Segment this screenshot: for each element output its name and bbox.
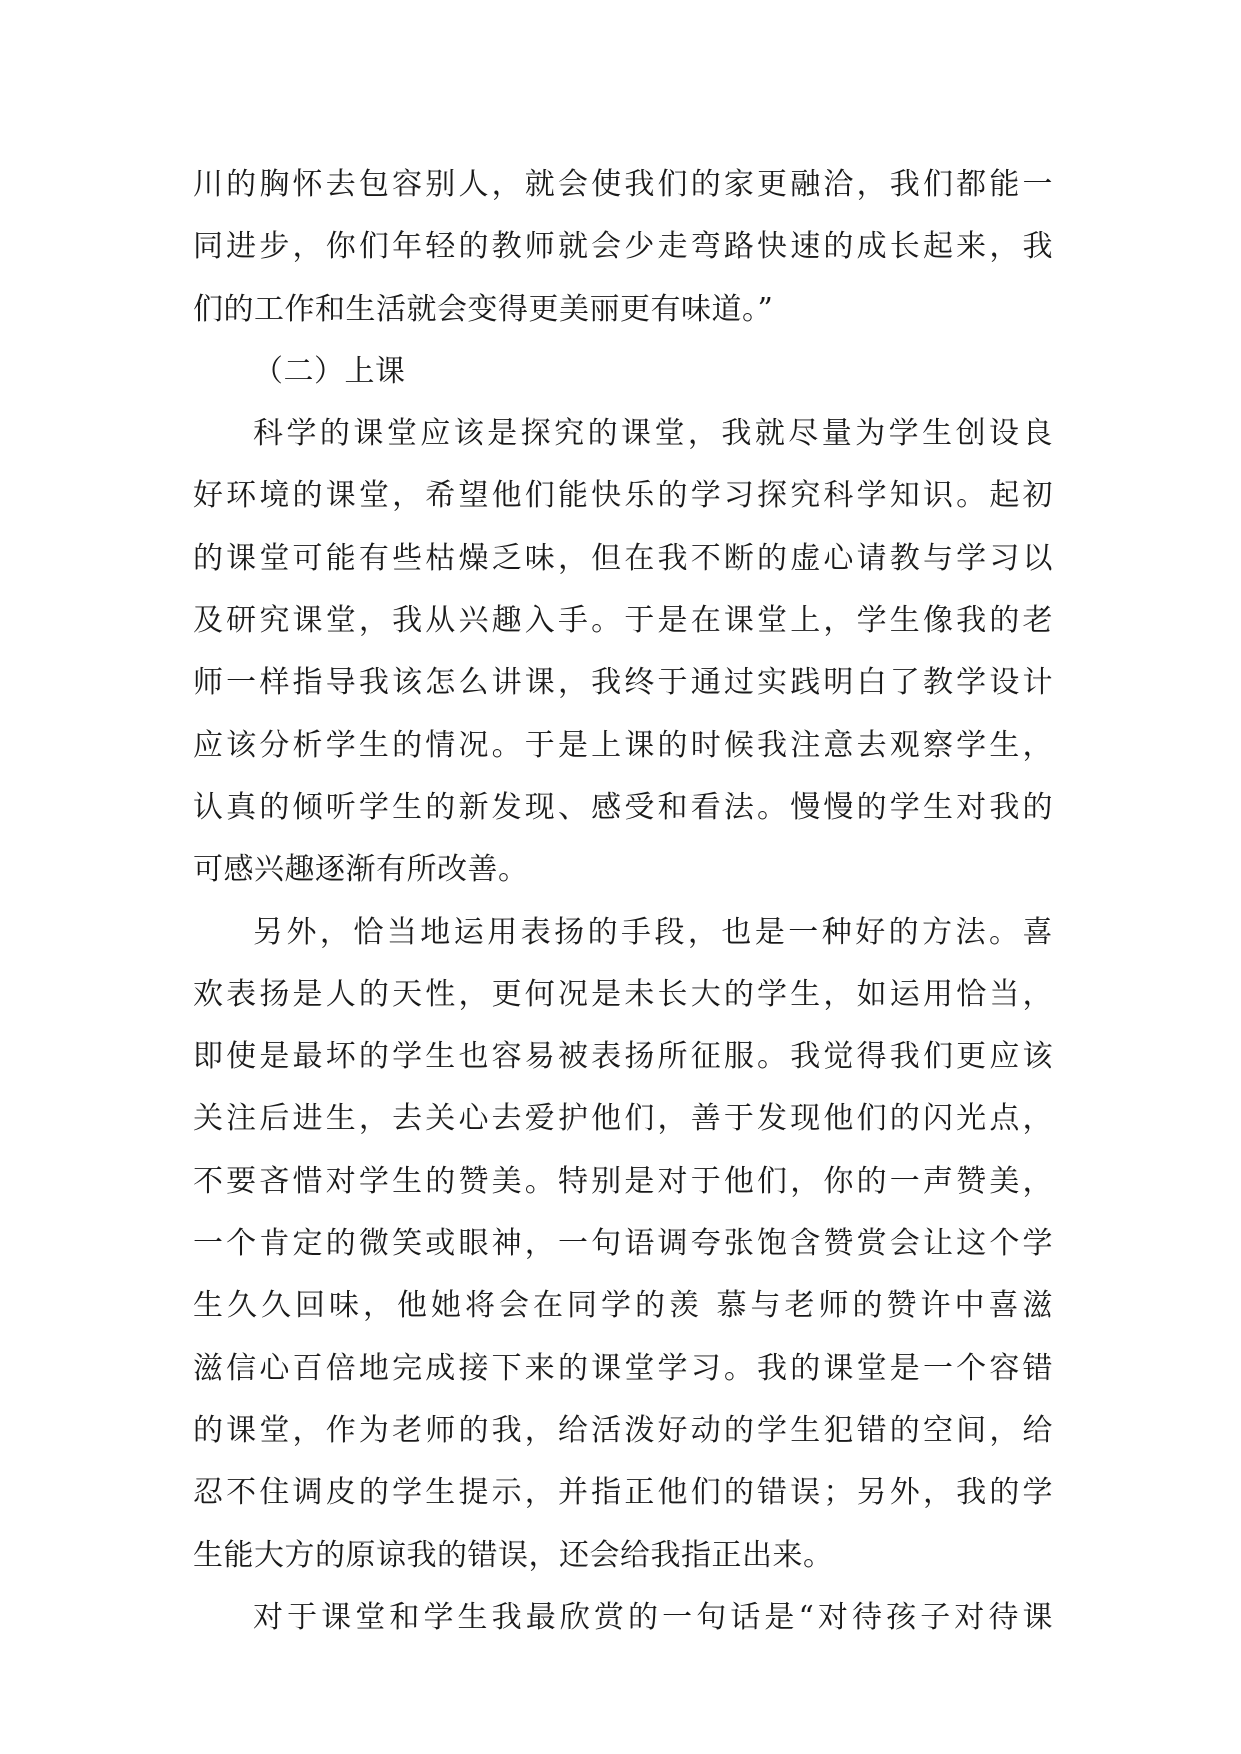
text-line: 应该分析学生的情况。于是上课的时候我注意去观察学生，: [193, 727, 1053, 763]
text-line: 关注后进生，去关心去爱护他们，善于发现他们的闪光点，: [193, 1101, 1053, 1137]
text-line: 欢表扬是人的天性，更何况是未长大的学生，如运用恰当，: [193, 976, 1053, 1012]
body-text: [193, 154, 1053, 1649]
text-line: 滋信心百倍地完成接下来的课堂学习。我的课堂是一个容错: [193, 1350, 1053, 1386]
text-line: 不要吝惜对学生的赞美。特别是对于他们，你的一声赞美，: [193, 1163, 1053, 1199]
text-line: 忍不住调皮的学生提示，并指正他们的错误；另外，我的学: [193, 1475, 1053, 1511]
text-line: 川的胸怀去包容别人，就会使我们的家更融洽，我们都能一: [193, 167, 1053, 202]
text-line: 生久久回味，他她将会在同学的羡 慕与老师的赞许中喜滋: [193, 1288, 1053, 1324]
text-line: 一个肯定的微笑或眼神，一句语调夸张饱含赞赏会让这个学: [193, 1226, 1053, 1262]
text-line: 生能大方的原谅我的错误，还会给我指正出来。: [193, 1537, 834, 1573]
text-line: 师一样指导我该怎么讲课，我终于通过实践明白了教学设计: [193, 665, 1053, 701]
text-line: 们的工作和生活就会变得更美丽更有味道。”: [193, 291, 774, 327]
text-line: 同进步，你们年轻的教师就会少走弯路快速的成长起来，我: [193, 229, 1053, 265]
text-line: 可感兴趣逐渐有所改善。: [193, 852, 529, 888]
paragraph-first-line: 科学的课堂应该是探究的课堂，我就尽量为学生创设良: [253, 416, 1053, 452]
section-heading: （二）上课: [253, 353, 406, 389]
text-line: 的课堂可能有些枯燥乏味，但在我不断的虚心请教与学习以: [193, 540, 1053, 576]
text-line: 认真的倾听学生的新发现、感受和看法。慢慢的学生对我的: [193, 789, 1053, 825]
paragraph-first-line: 另外，恰当地运用表扬的手段，也是一种好的方法。喜: [253, 914, 1053, 950]
text-line: 即使是最坏的学生也容易被表扬所征服。我觉得我们更应该: [193, 1039, 1053, 1075]
paragraph-first-line: 对于课堂和学生我最欣赏的一句话是“对待孩子对待课: [253, 1599, 1053, 1635]
text-line: 的课堂，作为老师的我，给活泼好动的学生犯错的空间，给: [193, 1412, 1053, 1448]
text-line: 好环境的课堂，希望他们能快乐的学习探究科学知识。起初: [193, 478, 1053, 514]
text-line: 及研究课堂，我从兴趣入手。于是在课堂上，学生像我的老: [193, 603, 1053, 639]
